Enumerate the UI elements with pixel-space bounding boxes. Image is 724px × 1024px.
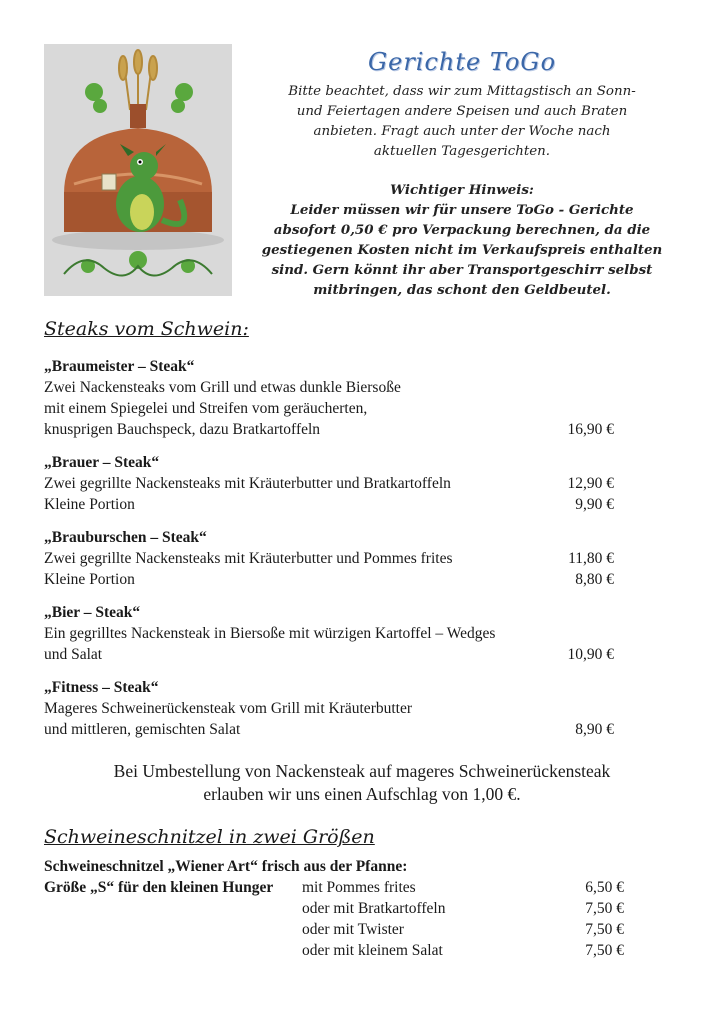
note-line: absofort 0,50 € pro Verpackung berechnen, da die [273, 222, 651, 238]
note-line: mitbringen, das schont den Geldbeutel. [313, 282, 611, 298]
schnitzel-heading: Schweineschnitzel „Wiener Art“ frisch aus der Pfanne: [44, 858, 408, 875]
menu-item-bier-steak [44, 602, 614, 665]
intro-line: Bitte beachtet, dass wir zum Mittagstisch an Sonn- [288, 84, 636, 99]
note-line: Leider müssen wir für unsere ToGo - Gerichte [290, 202, 634, 218]
item-price: 11,80 € [568, 550, 614, 567]
item-desc: mit einem Spiegelei und Streifen vom geräucherten, [44, 400, 368, 417]
item-desc: und Salat [44, 646, 103, 663]
item-desc: Zwei gegrillte Nackensteaks mit Kräuterbutter und Bratkartoffeln [44, 475, 451, 492]
schnitzel-option-row [44, 898, 624, 919]
option-text: mit Pommes frites [302, 879, 416, 896]
item-line [44, 623, 614, 644]
steaks-section-title: Steaks vom Schwein: [44, 318, 249, 340]
item-name: „Brauburschen – Steak“ [44, 529, 207, 546]
brewery-kettle-dragon-logo [44, 44, 232, 296]
item-price: 9,90 € [575, 496, 614, 513]
notice-line: Bei Umbestellung von Nackensteak auf mageres Schweinerückensteak [113, 761, 611, 781]
menu-item-brauburschen [44, 527, 614, 590]
item-line [44, 548, 614, 569]
item-price: 8,80 € [575, 571, 614, 588]
item-line [44, 377, 614, 398]
item-price: 8,90 € [575, 721, 614, 738]
schnitzel-menu [44, 856, 624, 961]
note-text [240, 200, 684, 300]
item-name: „Braumeister – Steak“ [44, 358, 195, 375]
item-desc: knusprigen Bauchspeck, dazu Bratkartoffeln [44, 421, 321, 438]
item-desc: Kleine Portion [44, 571, 135, 588]
schnitzel-option-row [44, 919, 624, 940]
item-name: „Fitness – Steak“ [44, 679, 159, 696]
note-title: Wichtiger Hinweis: [390, 182, 534, 198]
item-desc: und mittleren, gemischten Salat [44, 721, 241, 738]
schnitzel-section-title: Schweineschnitzel in zwei Größen [44, 826, 375, 848]
item-name: „Brauer – Steak“ [44, 454, 160, 471]
item-line [44, 698, 614, 719]
item-desc: Mageres Schweinerückensteak vom Grill mit Kräuterbutter [44, 700, 413, 717]
option-price: 7,50 € [585, 942, 624, 959]
item-line [44, 419, 614, 440]
item-price: 10,90 € [567, 646, 614, 663]
togo-header [240, 48, 684, 300]
option-price: 6,50 € [585, 879, 624, 896]
item-price: 16,90 € [567, 421, 614, 438]
item-desc: Ein gegrilltes Nackensteak in Biersoße mit würzigen Kartoffel – Wedges [44, 625, 496, 642]
item-desc: Zwei Nackensteaks vom Grill und etwas dunkle Biersoße [44, 379, 401, 396]
intro-line: aktuellen Tagesgerichten. [373, 144, 551, 159]
menu-item-fitness [44, 677, 614, 740]
item-desc: Zwei gegrillte Nackensteaks mit Kräuterbutter und Pommes frites [44, 550, 453, 567]
size-label: Größe „S“ für den kleinen Hunger [44, 879, 274, 896]
option-text: oder mit Twister [302, 921, 404, 938]
item-name: „Bier – Steak“ [44, 604, 141, 621]
surcharge-notice [44, 760, 680, 806]
item-price: 12,90 € [567, 475, 614, 492]
intro-line: und Feiertagen andere Speisen und auch Braten [296, 104, 628, 119]
item-line [44, 569, 614, 590]
item-line [44, 719, 614, 740]
option-text: oder mit Bratkartoffeln [302, 900, 446, 917]
steaks-menu [44, 356, 614, 752]
item-desc: Kleine Portion [44, 496, 135, 513]
note-line: gestiegenen Kosten nicht im Verkaufspreis enthalten [261, 242, 663, 258]
note-line: sind. Gern könnt ihr aber Transportgeschirr selbst [271, 262, 653, 278]
schnitzel-option-row [44, 940, 624, 961]
item-line [44, 644, 614, 665]
menu-item-braumeister [44, 356, 614, 440]
intro-line: anbieten. Fragt auch unter der Woche nach [313, 124, 611, 139]
item-line [44, 398, 614, 419]
schnitzel-option-row [44, 877, 624, 898]
menu-item-brauer [44, 452, 614, 515]
option-price: 7,50 € [585, 900, 624, 917]
item-line [44, 494, 614, 515]
option-price: 7,50 € [585, 921, 624, 938]
intro-text [240, 82, 684, 162]
notice-line: erlauben wir uns einen Aufschlag von 1,00 €. [203, 784, 521, 804]
option-text: oder mit kleinem Salat [302, 942, 443, 959]
page-title: Gerichte ToGo [367, 48, 557, 76]
item-line [44, 473, 614, 494]
